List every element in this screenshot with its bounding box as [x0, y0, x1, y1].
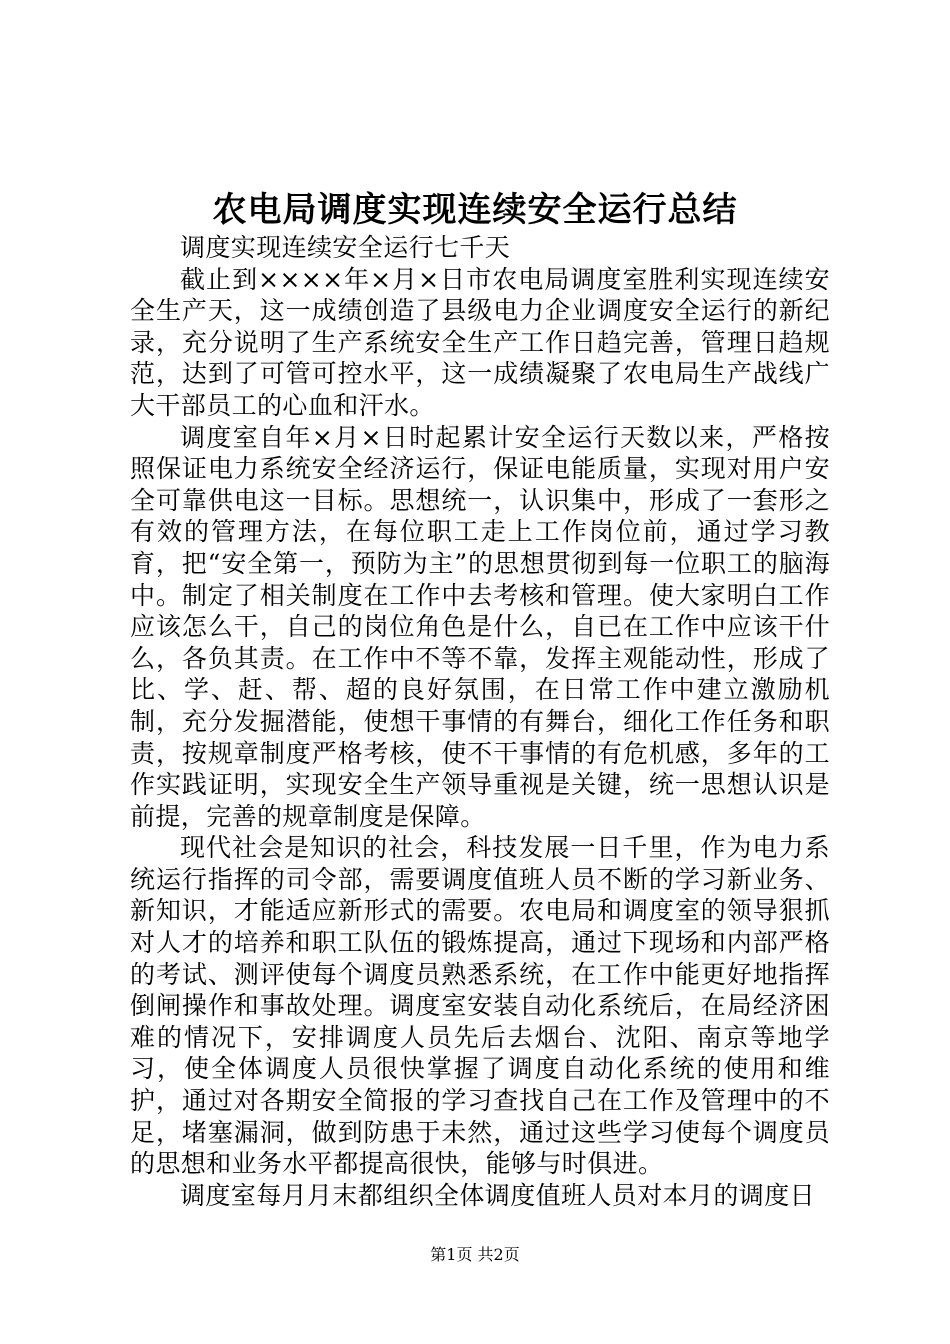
paragraph-4: 调度室每月月末都组织全体调度值班人员对本月的调度日: [180, 1180, 816, 1210]
document-title: 农电局调度实现连续安全运行总结: [212, 190, 738, 230]
paragraph-3: 现代社会是知识的社会，科技发展一日千里，作为电力系统运行指挥的司令部，需要调度值班人员不断的学习新业务、新知识，才能适应新形式的需要。农电局和调度室的领导狠抓对人才的培养和职工队伍的锻炼提高，通过下现场和内部严格的考试、测评使每个调度员熟悉系统，在工作中能更好地指挥倒闸操作和事故处理。调度室安装自动化系统后，在局经济困难的情况下，安排调度人员先后去烟台、沈阳、南京等地学习，使全体调度人员很快掌握了调度自动化系统的使用和维护，通过对各期安全简报的学习查找自己在工作及管理中的不足，堵塞漏洞，做到防患于未然，通过这些学习使每个调度员的思想和业务水平都提高很快，能够与时俱进。: [130, 833, 830, 1179]
document-body: [130, 232, 830, 1211]
page-footer: 第1页 共2页: [430, 1245, 520, 1264]
document-subtitle: 调度实现连续安全运行七千天: [180, 233, 511, 262]
paragraph-1: 截止到××××年×月×日市农电局调度室胜利实现连续安全生产天，这一成绩创造了县级电力企业调度安全运行的新纪录，充分说明了生产系统安全生产工作日趋完善，管理日趋规范，达到了可管可控水平，这一成绩凝聚了农电局生产战线广大干部员工的心血和汗水。: [130, 264, 830, 420]
paragraph-2: 调度室自年×月×日时起累计安全运行天数以来，严格按照保证电力系统安全经济运行，保证电能质量，实现对用户安全可靠供电这一目标。思想统一，认识集中，形成了一套形之有效的管理方法，在每位职工走上工作岗位前，通过学习教育，把“安全第一，预防为主”的思想贯彻到每一位职工的脑海中。制定了相关制度在工作中去考核和管理。使大家明白工作应该怎么干，自己的岗位角色是什么，自已在工作中应该干什么，各负其责。在工作中不等不靠，发挥主观能动性，形成了比、学、赶、帮、超的良好氛围，在日常工作中建立激励机制，充分发掘潜能，使想干事情的有舞台，细化工作任务和职责，按规章制度严格考核，使不干事情的有危机感，多年的工作实践证明，实现安全生产领导重视是关键，统一思想认识是前提，完善的规章制度是保障。: [130, 422, 830, 831]
